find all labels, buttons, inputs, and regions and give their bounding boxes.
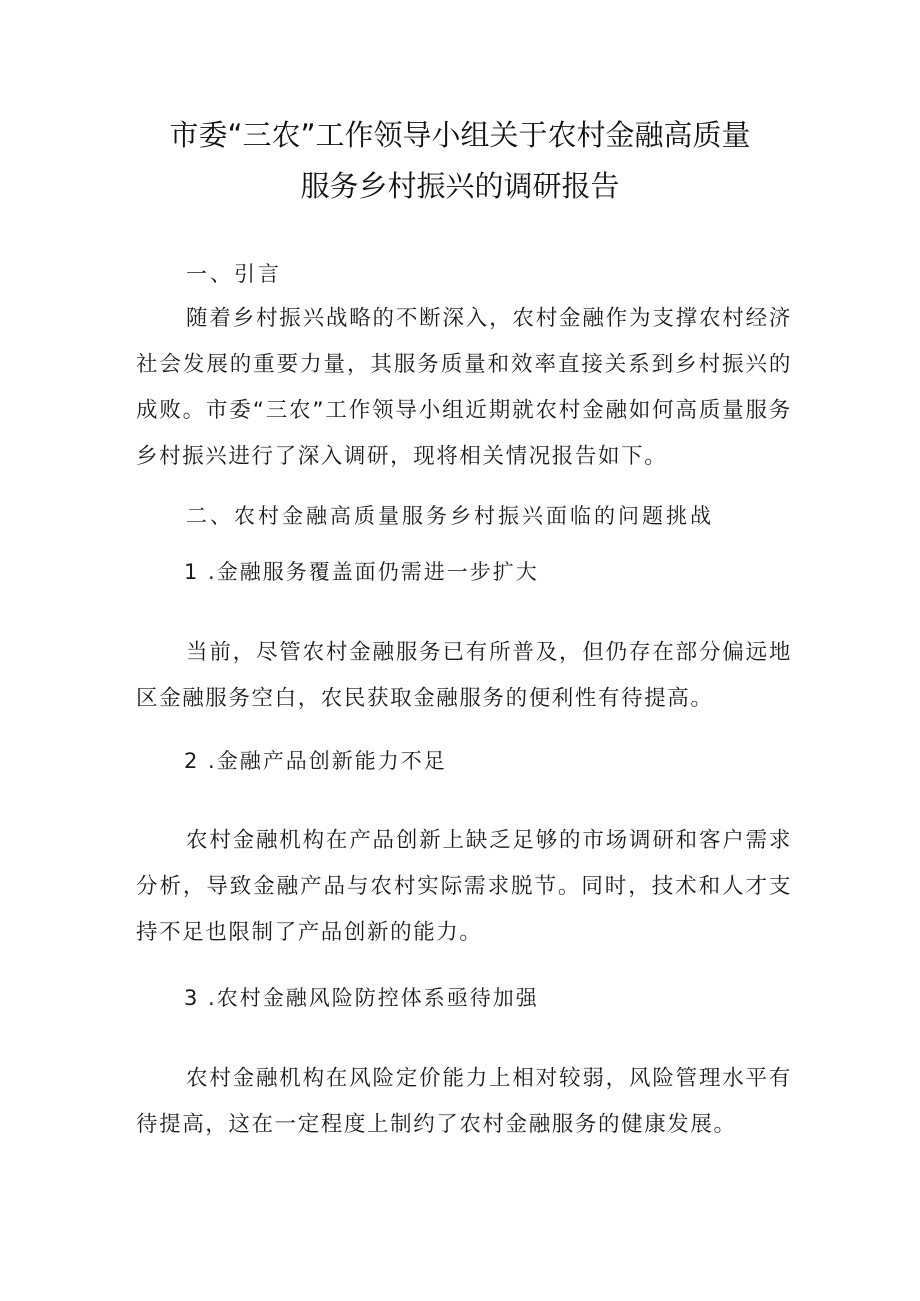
item-3-heading: 3 .农村金融风险防控体系亟待加强 (184, 986, 539, 1010)
item-1-heading: 1 .金融服务覆盖面仍需进一步扩大 (184, 560, 539, 584)
report-title-line-1: 市委“三农”工作领导小组关于农村金融高质量 (169, 118, 751, 152)
item-1-paragraph: 当前，尽管农村金融服务已有所普及，但仍存在部分偏远地区金融服务空白，农民获取金融服务的便利性有待提高。 (136, 640, 792, 711)
item-3-paragraph: 农村金融机构在风险定价能力上相对较弱，风险管理水平有待提高，这在一定程度上制约了农村金融服务的健康发展。 (136, 1066, 792, 1137)
section-1-heading: 一、引言 (186, 262, 282, 286)
report-title-line-2: 服务乡村振兴的调研报告 (300, 169, 620, 203)
item-2-paragraph: 农村金融机构在产品创新上缺乏足够的市场调研和客户需求分析，导致金融产品与农村实际需求脱节。同时，技术和人才支持不足也限制了产品创新的能力。 (136, 828, 792, 945)
section-1-paragraph: 随着乡村振兴战略的不断深入，农村金融作为支撑农村经济社会发展的重要力量，其服务质量和效率直接关系到乡村振兴的成败。市委“三农”工作领导小组近期就农村金融如何高质量服务乡村振兴进行了深入调研，现将相关情况报告如下。 (136, 306, 792, 469)
item-2-heading: 2 .金融产品创新能力不足 (184, 749, 447, 773)
section-2-heading: 二、农村金融高质量服务乡村振兴面临的问题挑战 (186, 504, 714, 528)
